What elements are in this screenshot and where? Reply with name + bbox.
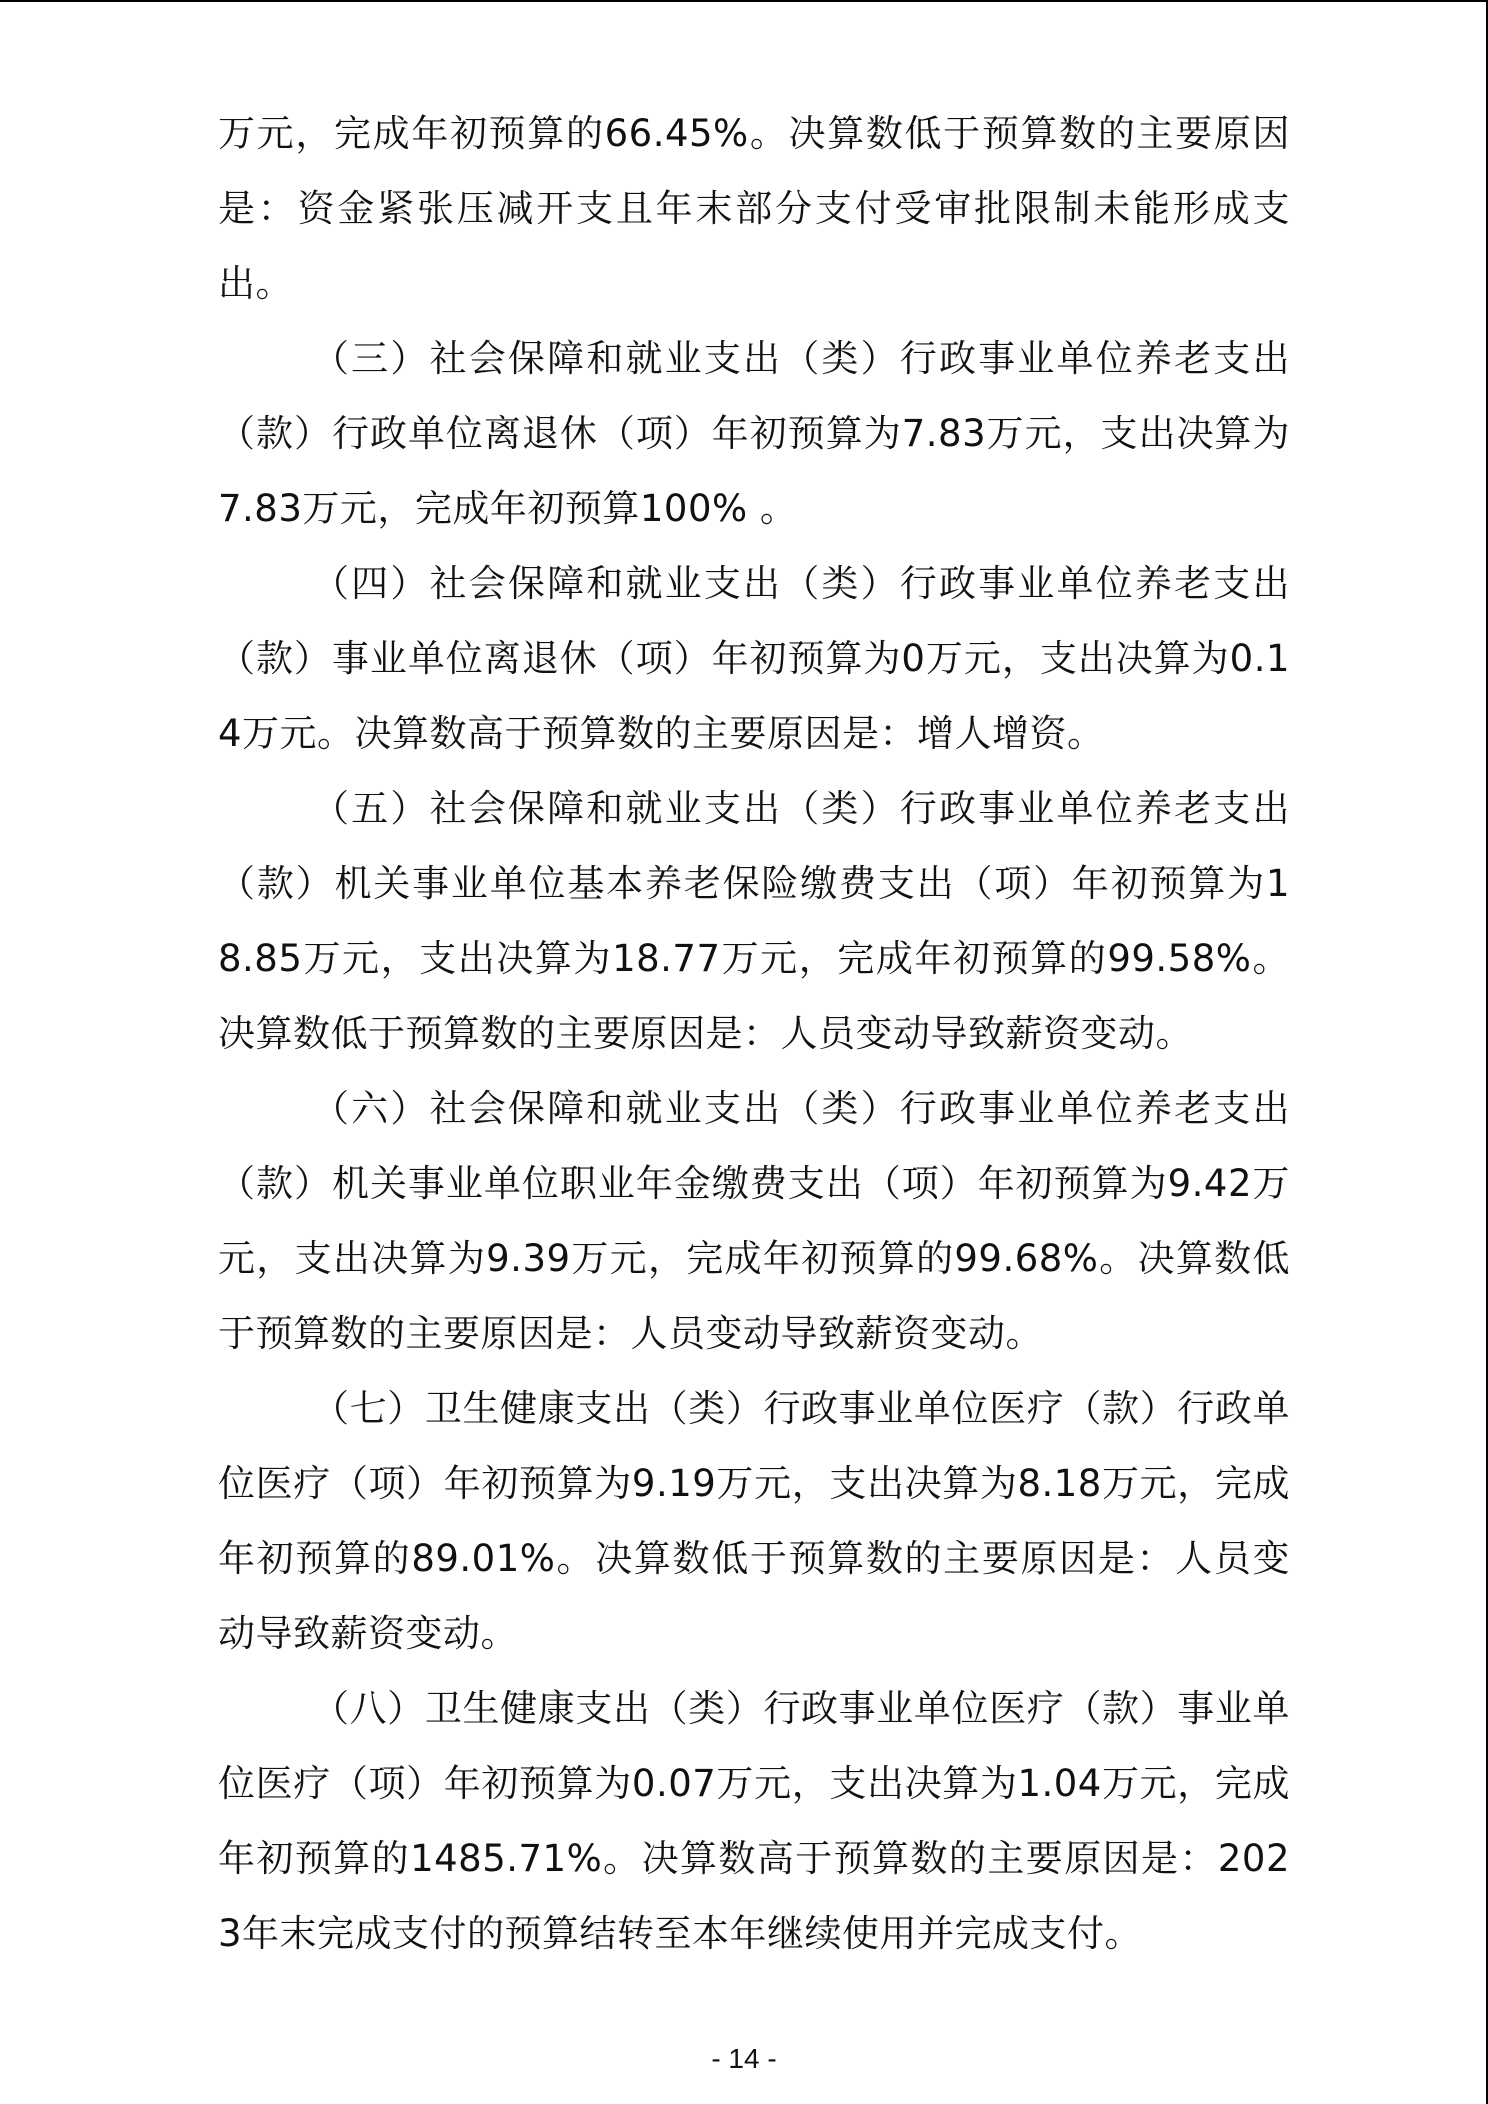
paragraph-section-4: （四）社会保障和就业支出（类）行政事业单位养老支出（款）事业单位离退休（项）年初预算为0万元，支出决算为0.14万元。决算数高于预算数的主要原因是：增人增资。 xyxy=(218,562,1290,755)
paragraph-section-7: （七）卫生健康支出（类）行政事业单位医疗（款）行政单位医疗（项）年初预算为9.19万元，支出决算为8.18万元，完成年初预算的89.01%。决算数低于预算数的主要原因是：人员变动导致薪资变动。 xyxy=(218,1387,1290,1655)
paragraph-section-8: （八）卫生健康支出（类）行政事业单位医疗（款）事业单位医疗（项）年初预算为0.07万元，支出决算为1.04万元，完成年初预算的1485.71%。决算数高于预算数的主要原因是：2023年末完成支付的预算结转至本年继续使用并完成支付。 xyxy=(218,1687,1290,1955)
paragraph-section-3: （三）社会保障和就业支出（类）行政事业单位养老支出（款）行政单位离退休（项）年初预算为7.83万元，支出决算为7.83万元，完成年初预算100% 。 xyxy=(218,337,1290,530)
document-body xyxy=(218,96,1290,1971)
page-number: - 14 - xyxy=(711,2043,777,2074)
paragraph-section-5: （五）社会保障和就业支出（类）行政事业单位养老支出（款）机关事业单位基本养老保险缴费支出（项）年初预算为18.85万元，支出决算为18.77万元，完成年初预算的99.58%。决算数低于预算数的主要原因是：人员变动导致薪资变动。 xyxy=(218,787,1290,1055)
paragraph-continuation: 万元，完成年初预算的66.45%。决算数低于预算数的主要原因是：资金紧张压减开支且年末部分支付受审批限制未能形成支出。 xyxy=(218,112,1290,305)
paragraph-section-6: （六）社会保障和就业支出（类）行政事业单位养老支出（款）机关事业单位职业年金缴费支出（项）年初预算为9.42万元，支出决算为9.39万元，完成年初预算的99.68%。决算数低于预算数的主要原因是：人员变动导致薪资变动。 xyxy=(218,1087,1290,1355)
